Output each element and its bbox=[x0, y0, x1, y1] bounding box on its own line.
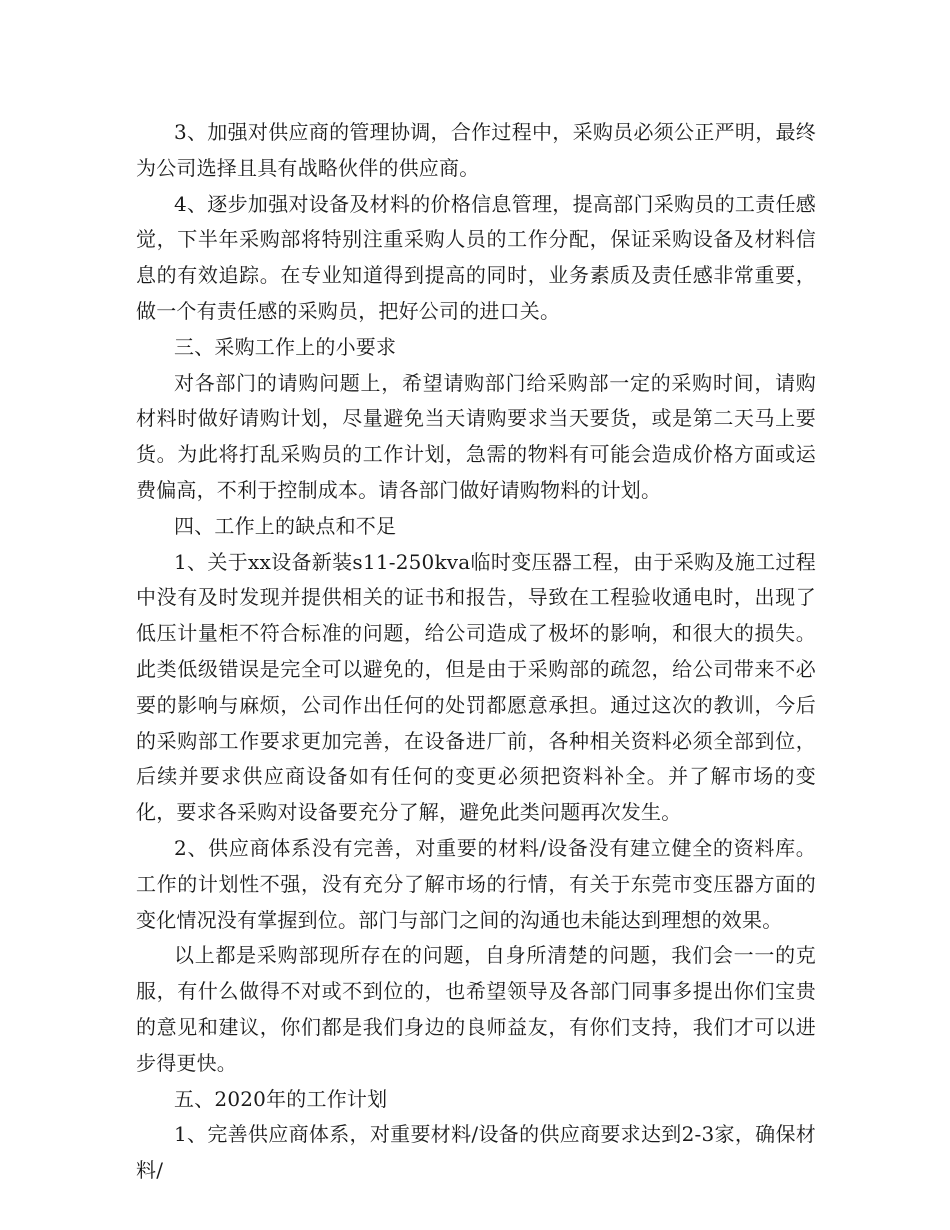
paragraph-supplier-system: 2、供应商体系没有完善，对重要的材料/设备没有建立健全的资料库。工作的计划性不强，没有充分了解市场的行情，有关于东莞市变压器方面的变化情况没有掌握到位。部门与部门之间的沟通也未能达到理想的效果。 bbox=[136, 835, 816, 932]
document-body bbox=[136, 115, 816, 1189]
paragraph-transformer-project: 1、关于xx设备新装s11-250kva临时变压器工程，由于采购及施工过程中没有及时发现并提供相关的证书和报告，导致在工程验收通电时，出现了低压计量柜不符合标准的问题，给公司造成了极坏的影响，和很大的损失。此类低级错误是完全可以避免的，但是由于采购部的疏忽，给公司带来不必要的影响与麻烦，公司作出任何的处罚都愿意承担。通过这次的教训，今后的采购部工作要求更加完善，在设备进厂前，各种相关资料必须全部到位，后续并要求供应商设备如有任何的变更必须把资料补全。并了解市场的变化，要求各采购对设备要充分了解，避免此类问题再次发生。 bbox=[136, 549, 816, 825]
paragraph-purchase-requests: 对各部门的请购问题上，希望请购部门给采购部一定的采购时间，请购材料时做好请购计划，尽量避免当天请购要求当天要货，或是第二天马上要货。为此将打乱采购员的工作计划，急需的物料有可能会造成价格方面或运费偏高，不利于控制成本。请各部门做好请购物料的计划。 bbox=[136, 370, 816, 502]
paragraph-supplier-coordination: 3、加强对供应商的管理协调，合作过程中，采购员必须公正严明，最终为公司选择且具有战略伙伴的供应商。 bbox=[136, 120, 816, 180]
paragraph-summary: 以上都是采购部现所存在的问题，自身所清楚的问题，我们会一一的克服，有什么做得不对或不到位的，也希望领导及各部门同事多提出你们宝贵的意见和建议，你们都是我们身边的良师益友，有你们支持，我们才可以进步得更快。 bbox=[136, 943, 816, 1075]
section-heading-shortcomings: 四、工作上的缺点和不足 bbox=[174, 513, 397, 538]
paragraph-price-info-management: 4、逐步加强对设备及材料的价格信息管理，提高部门采购员的工责任感觉，下半年采购部将特别注重采购人员的工作分配，保证采购设备及材料信息的有效追踪。在专业知道得到提高的同时，业务素质及责任感非常重要，做一个有责任感的采购员，把好公司的进口关。 bbox=[136, 191, 816, 323]
section-heading-purchase-requirements: 三、采购工作上的小要求 bbox=[174, 334, 397, 359]
paragraph-plan-item-1: 1、完善供应商体系，对重要材料/设备的供应商要求达到2-3家，确保材料/ bbox=[136, 1122, 816, 1183]
section-heading-2020-plan: 五、2020年的工作计划 bbox=[174, 1086, 388, 1111]
